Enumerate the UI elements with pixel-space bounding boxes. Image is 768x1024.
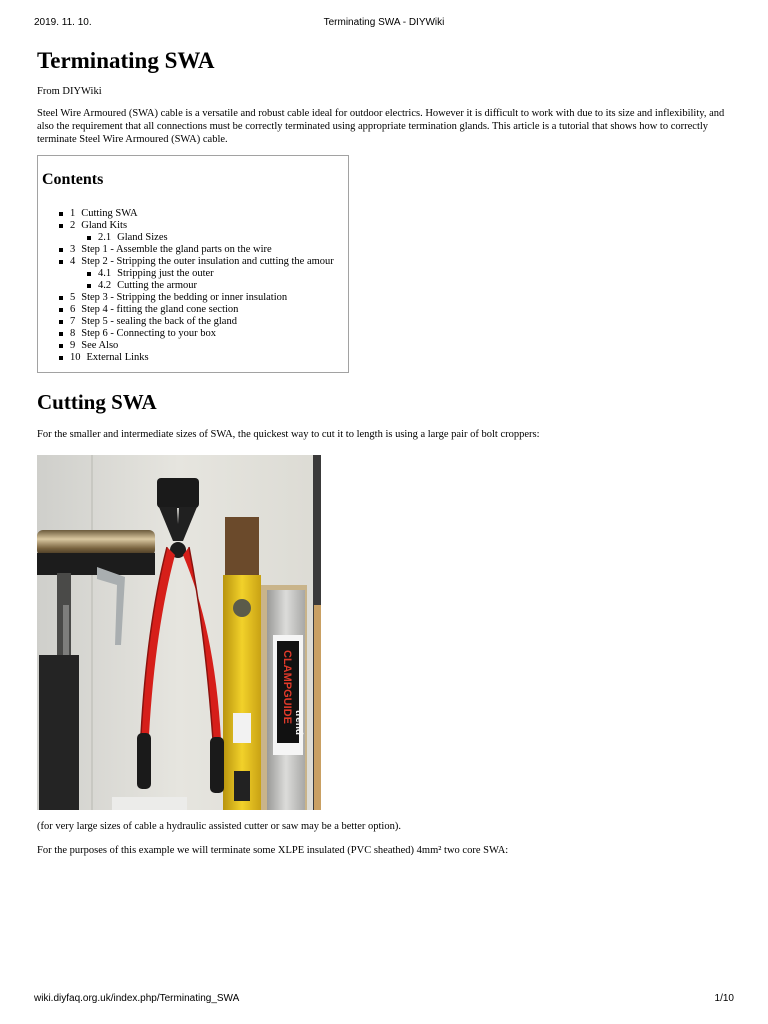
cutter-note: (for very large sizes of cable a hydraulic assisted cutter or saw may be a better option).	[37, 821, 401, 832]
table-of-contents	[37, 155, 349, 373]
section-heading-cutting-swa: Cutting SWA	[37, 390, 157, 414]
page-title: Terminating SWA	[37, 48, 215, 73]
intro-paragraph: Steel Wire Armoured (SWA) cable is a versatile and robust cable ideal for outdoor electrics. However it is difficult to work with due to its size and inflexibility, and also the requirement that all connections must be correctly terminated using appropriate termination glands. This article is a tutorial that shows how to correctly terminate Steel Wire Armoured (SWA) cable.	[37, 108, 725, 145]
toc-item[interactable]: 1 Cutting SWA	[42, 208, 348, 220]
print-title: Terminating SWA - DIYWiki	[323, 17, 445, 28]
print-footer	[0, 993, 768, 1007]
toc-heading: Contents	[42, 171, 104, 188]
site-sub: From DIYWiki	[37, 86, 102, 97]
toc-list	[42, 208, 348, 364]
print-date: 2019. 11. 10.	[34, 17, 92, 28]
article	[37, 46, 737, 440]
toc-item[interactable]: 10 External Links	[42, 352, 348, 364]
toc-item[interactable]: 4 Step 2 - Stripping the outer insulation and cutting the amour	[42, 256, 348, 268]
page-number: 1/10	[714, 993, 734, 1004]
toc-subitem[interactable]: 4.1 Stripping just the outer	[42, 268, 348, 280]
toc-subitem[interactable]: 4.2 Cutting the armour	[42, 280, 348, 292]
clampguide-label: CLAMPGUIDE	[281, 650, 293, 724]
toc-subitem[interactable]: 2.1 Gland Sizes	[42, 232, 348, 244]
toc-item[interactable]: 2 Gland Kits	[42, 220, 348, 232]
print-url: wiki.diyfaq.org.uk/index.php/Terminating_SWA	[34, 993, 240, 1004]
toc-item[interactable]: 5 Step 3 - Stripping the bedding or inner insulation	[42, 292, 348, 304]
toc-item[interactable]: 9 See Also	[42, 340, 348, 352]
trend-label: trend	[293, 710, 304, 735]
cutting-paragraph: For the smaller and intermediate sizes of SWA, the quickest way to cut it to length is using a large pair of bolt croppers:	[37, 429, 540, 440]
bolt-cropper-photo	[37, 455, 321, 810]
toc-item[interactable]: 3 Step 1 - Assemble the gland parts on the wire	[42, 244, 348, 256]
toc-item[interactable]: 7 Step 5 - sealing the back of the gland	[42, 316, 348, 328]
print-header	[0, 17, 768, 31]
example-paragraph: For the purposes of this example we will terminate some XLPE insulated (PVC sheathed) 4mm² two core SWA:	[37, 845, 509, 856]
toc-item[interactable]: 6 Step 4 - fitting the gland cone section	[42, 304, 348, 316]
toc-item[interactable]: 8 Step 6 - Connecting to your box	[42, 328, 348, 340]
